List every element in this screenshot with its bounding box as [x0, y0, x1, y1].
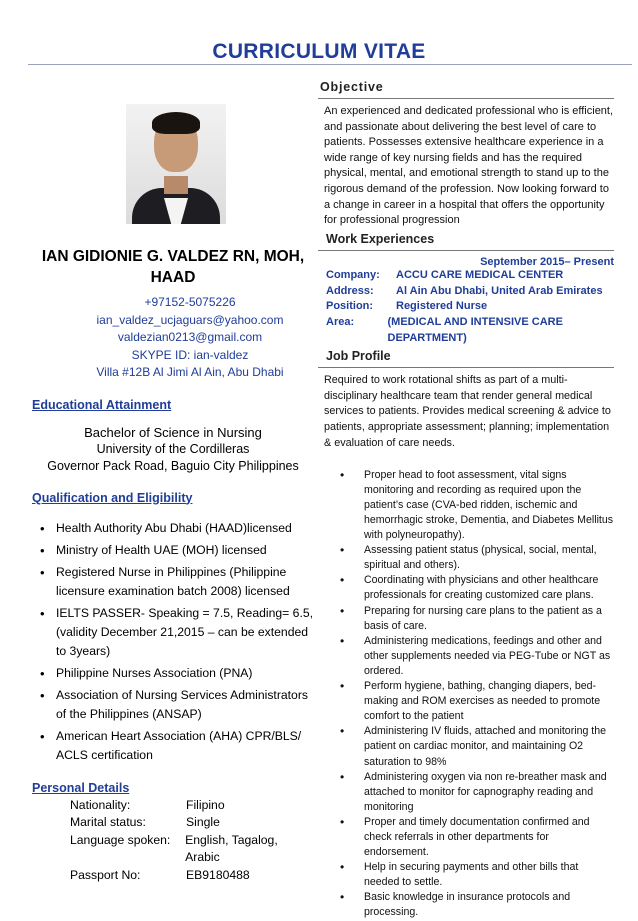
- position-row: [318, 299, 614, 315]
- detail-row: [32, 832, 314, 867]
- area-row: [318, 315, 614, 347]
- title-divider: [28, 64, 632, 65]
- job-profile-text: Required to work rotational shifts as part of a multi-disciplinary healthcare team that render general medical services to patients. Provides medical screening & advice to patients, appropriate assessment; planning; implementation & evaluation of care needs.: [324, 373, 611, 449]
- email-primary: ian_valdez_ucjaguars@yahoo.com: [96, 312, 284, 327]
- area-label: Area:: [326, 316, 355, 329]
- list-item: • Assessing patient status (physical, social, mental, spiritual and others).: [326, 543, 614, 573]
- detail-label: Marital status:: [70, 815, 146, 829]
- list-item: • Ministry of Health UAE (MOH) licensed: [32, 541, 314, 560]
- skype-id: SKYPE ID: ian-valdez: [131, 347, 249, 362]
- list-item: • Perform hygiene, bathing, changing diapers, bed-making and ROM exercises as needed to promote comfort to the patient: [326, 679, 614, 724]
- school-location: Governor Pack Road, Baguio City Philippines: [47, 458, 299, 473]
- company-row: [318, 268, 614, 284]
- profile-photo: [126, 104, 226, 224]
- list-item: • Preparing for nursing care plans to the patient as a basis of care.: [326, 604, 614, 634]
- contact-block: [32, 294, 314, 382]
- personal-details: [32, 797, 314, 885]
- company-value: ACCU CARE MEDICAL CENTER: [396, 268, 564, 281]
- detail-value: Filipino: [186, 797, 225, 812]
- page-title: CURRICULUM VITAE: [212, 40, 426, 63]
- list-item: • Association of Nursing Services Administrators of the Philippines (ANSAP): [32, 686, 314, 724]
- education-heading: Educational Attainment: [32, 397, 172, 412]
- detail-row: [32, 797, 314, 815]
- job-profile-heading: Job Profile: [326, 348, 391, 363]
- detail-value: Single: [186, 815, 220, 829]
- education-block: [32, 424, 314, 475]
- candidate-name: IAN GIDIONIE G. VALDEZ RN, MOH, HAAD: [41, 248, 305, 286]
- list-item: • Basic knowledge in insurance protocols and processing.: [326, 890, 614, 920]
- list-item: • Administering medications, feedings and other and other supplements needed via PEG-Tube or NGT as ordered.: [326, 634, 614, 679]
- detail-label: Language spoken:: [70, 832, 171, 847]
- address-label: Address:: [326, 284, 374, 297]
- position-value: Registered Nurse: [396, 300, 488, 313]
- qualifications-heading: Qualification and Eligibility: [32, 490, 193, 505]
- address-value: Al Ain Abu Dhabi, United Arab Emirates: [396, 284, 603, 297]
- position-label: Position:: [326, 300, 374, 313]
- personal-heading: Personal Details: [32, 780, 130, 795]
- email-secondary: valdezian0213@gmail.com: [117, 330, 263, 344]
- company-label: Company:: [326, 268, 380, 281]
- objective-heading: Objective: [320, 80, 384, 94]
- detail-label: Passport No:: [70, 867, 141, 882]
- list-item: • Help in securing payments and other bills that needed to settle.: [326, 860, 614, 890]
- list-item: • Administering IV fluids, attached and monitoring the patient on cardiac monitor, and maintaining O2 saturation to 98%: [326, 724, 614, 769]
- detail-row: [32, 867, 314, 885]
- list-item: • Registered Nurse in Philippines (Philippine licensure examination batch 2008) licensed: [32, 563, 314, 601]
- qualifications-list: [32, 519, 314, 765]
- detail-label: Nationality:: [70, 797, 131, 812]
- list-item: • Coordinating with physicians and other healthcare professionals for creating customized care plans.: [326, 573, 614, 603]
- home-address: Villa #12B Al Jimi Al Ain, Abu Dhabi: [96, 365, 284, 379]
- list-item: • IELTS PASSER- Speaking = 7.5, Reading= 6.5, (validity December 21,2015 – can be extended to 3years): [32, 604, 314, 661]
- phone-number: +97152-5075226: [144, 295, 236, 309]
- list-item: • American Heart Association (AHA) CPR/BLS/ ACLS certification: [32, 727, 314, 765]
- objective-divider: [318, 98, 614, 99]
- work-heading: Work Experiences: [326, 231, 435, 246]
- detail-row: [32, 814, 314, 832]
- list-item: • Proper and timely documentation confirmed and check referrals in other departments for endorsement.: [326, 815, 614, 860]
- school: University of the Cordilleras: [96, 441, 250, 456]
- address-row: [318, 284, 614, 300]
- objective-text: An experienced and dedicated professional who is efficient, and passionate about delivering the best level of care to patients. Possesses extensive healthcare experience in a wide range of key nursing fields and has the required physical, mental, and emotional strength to stand up to the rigorous demand of the profession. Now looking forward to a change in career in a hospital that offers the opportunity for professional progression: [324, 105, 614, 227]
- list-item: • Administering oxygen via non re-breather mask and attached to monitor for capnography reading and monitoring: [326, 770, 614, 815]
- list-item: • Philippine Nurses Association (PNA): [32, 664, 314, 683]
- left-column: [32, 98, 314, 884]
- duties-list: [318, 468, 614, 921]
- work-divider: [318, 250, 614, 251]
- detail-value: English, Tagalog, Arabic: [185, 832, 278, 864]
- employment-dates: September 2015– Present: [480, 255, 614, 268]
- area-value: (MEDICAL AND INTENSIVE CARE DEPARTMENT): [387, 316, 563, 344]
- list-item: • Proper head to foot assessment, vital signs monitoring and recording as required upon the patient’s case (CVA-bed ridden, ischemic and hemorrhagic stroke, Dementia, and Diabetes Mellitus with polyneuropathy).: [326, 468, 614, 543]
- list-item: • Health Authority Abu Dhabi (HAAD)licensed: [32, 519, 314, 538]
- right-column: [318, 80, 614, 921]
- degree: Bachelor of Science in Nursing: [84, 424, 262, 440]
- detail-value: EB9180488: [186, 867, 250, 882]
- job-profile-divider: [318, 367, 614, 368]
